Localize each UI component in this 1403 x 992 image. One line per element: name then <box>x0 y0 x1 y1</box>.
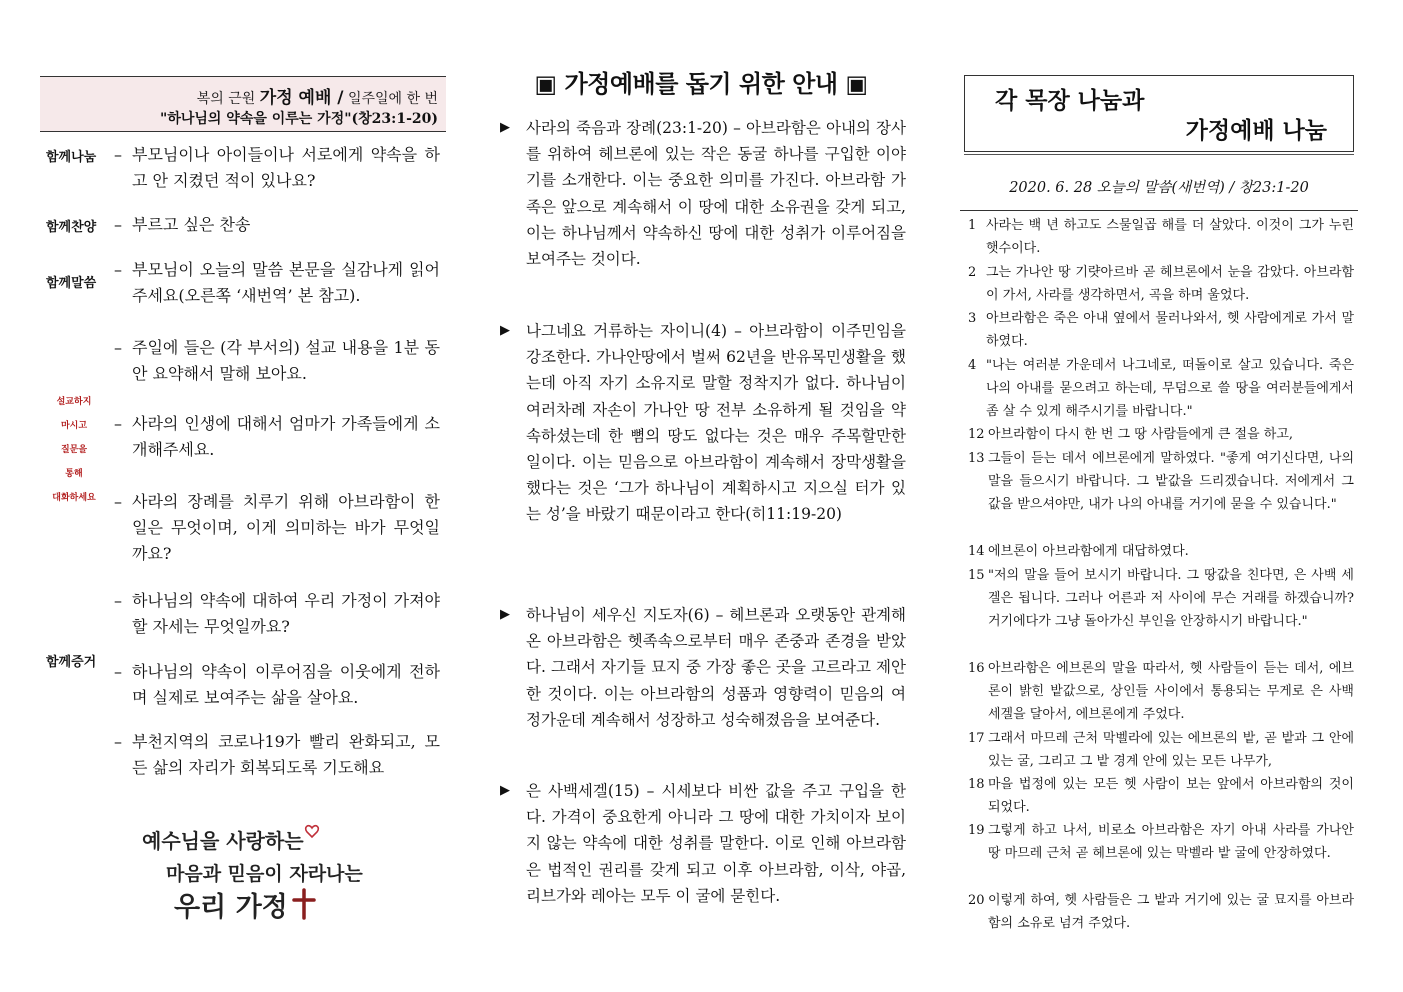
verse-text: "저의 말을 들어 보시기 바랍니다. 그 땅값을 친다면, 은 사백 세겔은 됩니다. 그러나 어른과 저 사이에 무슨 거래를 하겠습니까? 거기에다가 그냥 돌아가신 부인을 안장하시기 바랍니다." <box>988 568 1354 630</box>
side-note-line: 통해 <box>65 469 83 479</box>
heart-icon <box>306 826 319 837</box>
verse <box>968 540 1354 563</box>
verse <box>968 889 1354 935</box>
divider <box>964 154 1354 155</box>
guide-paragraph-text: 나그네요 거류하는 자이니(4) – 아브라함이 이주민임을 강조한다. 가나안땅에서 벌써 62년을 반유목민생활을 했는데 아직 자기 소유지로 말할 정착지가 없다. 하나님이 여러차례 자손이 가나안 땅 전부 소유하게 될 것임을 약속하셨는데 한 뼘의 땅도 없다는 것은 매우 주목할만한 일이다. 이는 믿음으로 아브라함이 계속해서 장막생활을 했다는 것은 ‘그가 하나님이 계획하시고 지으실 터가 있는 성’을 바랐기 때문이라고 한다(히11:19-20) <box>526 322 906 524</box>
logo-line: 우리 가정 <box>174 892 288 923</box>
left-item: – 주일에 들은 (각 부서의) 설교 내용을 1분 동안 요약해서 말해 보아요. <box>114 335 440 387</box>
left-item-text: 부천지역의 코로나19가 빨리 완화되고, 모든 삶의 자리가 회복되도록 기도해요 <box>132 732 440 777</box>
header-prefix: 복의 근원 <box>196 91 256 107</box>
bullet-arrow-icon: ▶ <box>500 607 510 622</box>
verse-number: 1 <box>968 218 977 233</box>
verse <box>968 657 1354 727</box>
verse-number: 15 <box>968 568 985 583</box>
bullet-arrow-icon: ▶ <box>500 323 510 338</box>
left-item: – 하나님의 약속에 대하여 우리 가정이 가져야 할 자세는 무엇일까요? <box>114 588 440 640</box>
sharing-title-line1: 각 목장 나눔과 <box>995 88 1145 114</box>
verse <box>968 447 1354 517</box>
verse-text: 아브라함이 다시 한 번 그 땅 사람들에게 큰 절을 하고, <box>988 427 1294 442</box>
verse-text: 에브론이 아브라함에게 대답하였다. <box>988 544 1189 559</box>
verse-text: 사라는 백 년 하고도 스물일곱 해를 더 살았다. 이것이 그가 누린 햇수이다. <box>986 218 1354 257</box>
left-item-text: 하나님의 약속에 대하여 우리 가정이 가져야 할 자세는 무엇일까요? <box>132 591 440 636</box>
verse-text: "나는 여러분 가운데서 나그네로, 떠돌이로 살고 있습니다. 죽은 나의 아내를 묻으려고 하는데, 무덤으로 쓸 땅을 여러분들에게서 좀 살 수 있게 해주시기를 바랍니다." <box>986 358 1354 420</box>
verse-number: 20 <box>968 893 985 908</box>
left-item-text: 부모님이 오늘의 말씀 본문을 실감나게 읽어주세요(오른쪽 ‘새번역’ 본 참고). <box>132 260 440 305</box>
verse <box>968 564 1354 634</box>
side-note-line: 설교하지 <box>56 397 92 407</box>
verse-text: 그들이 듣는 데서 에브론에게 말하였다. "좋게 여기신다면, 나의 말을 들으시기 바랍니다. 그 밭값을 드리겠습니다. 저에게서 그 값을 받으셔야만, 내가 나의 아내를 거기에 묻을 수 있습니다." <box>988 451 1354 513</box>
left-item-text: 부르고 싶은 찬송 <box>132 215 251 234</box>
side-note <box>50 390 98 510</box>
verse-number: 17 <box>968 731 985 746</box>
label-praise: 함께찬양 <box>46 220 97 235</box>
verse-text: 마을 법정에 있는 모든 헷 사람이 보는 앞에서 아브라함의 것이 되었다. <box>988 777 1354 816</box>
left-item: – 하나님의 약속이 이루어짐을 이웃에게 전하며 실제로 보여주는 삶을 살아요. <box>114 659 440 711</box>
verse-text: 그렇게 하고 나서, 비로소 아브라함은 자기 아내 사라를 가나안 땅 마므레 근처 곧 헤브론에 있는 막벨라 밭 굴에 안장하였다. <box>988 823 1354 862</box>
sharing-title-line2: 가정예배 나눔 <box>1185 118 1327 144</box>
header-bold-title: 가정 예배 / <box>259 88 344 108</box>
side-note-line: 마시고 <box>60 421 88 431</box>
verse-text: 아브라함은 죽은 아내 옆에서 물러나와서, 헷 사람에게로 가서 말하였다. <box>986 311 1354 350</box>
guide-paragraph <box>500 778 906 909</box>
label-fellowship: 함께나눔 <box>46 150 97 165</box>
left-item: – 부천지역의 코로나19가 빨리 완화되고, 모든 삶의 자리가 회복되도록 기도해요 <box>114 729 440 781</box>
guide-paragraph <box>500 318 906 528</box>
verse-number: 2 <box>968 265 977 280</box>
bullet-arrow-icon: ▶ <box>500 783 510 798</box>
verse <box>968 423 1354 446</box>
verse <box>968 354 1354 424</box>
family-worship-calligraphy-logo <box>140 818 366 928</box>
left-item-text: 사라의 장례를 치루기 위해 아브라함이 한 일은 무엇이며, 이게 의미하는 바가 무엇일까요? <box>132 492 440 563</box>
verse-number: 19 <box>968 823 985 838</box>
verse-text: 아브라함은 에브론의 말을 따라서, 헷 사람들이 듣는 데서, 에브론이 밝힌 밭값으로, 상인들 사이에서 통용되는 무게로 은 사백 세겔을 달아서, 에브론에게 주었다. <box>988 661 1354 723</box>
left-header-banner <box>40 76 446 132</box>
left-item: – 사라의 장례를 치루기 위해 아브라함이 한 일은 무엇이며, 이게 의미하는 바가 무엇일까요? <box>114 489 440 567</box>
cross-icon <box>294 890 314 918</box>
verse <box>968 727 1354 773</box>
left-item: – 부모님이나 아이들이나 서로에게 약속을 하고 안 지켰던 적이 있나요? <box>114 142 440 194</box>
bullet-arrow-icon: ▶ <box>500 120 510 135</box>
logo-line: 예수님을 사랑하는 <box>142 829 304 853</box>
verse <box>968 261 1354 307</box>
scripture-date-line: 2020. 6. 28 오늘의 말씀(새번역) / 창23:1-20 <box>1009 180 1309 196</box>
verse-number: 3 <box>968 311 977 326</box>
verse-number: 16 <box>968 661 985 676</box>
verse <box>968 214 1354 260</box>
verse <box>968 819 1354 865</box>
verse-number: 4 <box>968 358 977 373</box>
logo-line: 마음과 믿음이 자라나는 <box>166 863 363 885</box>
left-header-theme: "하나님의 약속을 이루는 가정"(창23:1-20) <box>160 111 438 127</box>
left-item-text: 하나님의 약속이 이루어짐을 이웃에게 전하며 실제로 보여주는 삶을 살아요. <box>132 662 440 707</box>
left-item: – 부르고 싶은 찬송 <box>114 212 440 238</box>
verse-text: 그래서 마므레 근처 막벨라에 있는 에브론의 밭, 곧 밭과 그 안에 있는 굴, 그리고 그 밭 경계 안에 있는 모든 나무가, <box>988 731 1354 770</box>
left-header-line1 <box>197 83 438 108</box>
divider <box>960 210 1358 211</box>
verse-number: 12 <box>968 427 985 442</box>
guide-paragraph-text: 은 사백세겔(15) – 시세보다 비싼 값을 주고 구입을 한다. 가격이 중요한게 아니라 그 땅에 대한 가치이자 보이지 않는 약속에 대한 성취를 말한다. 이로 인해 아브라함은 법적인 권리를 갖게 되고 이후 아브라함, 이삭, 야곱, 리브가와 레아는 모두 이 굴에 묻힌다. <box>526 782 906 905</box>
guide-paragraph <box>500 115 906 272</box>
left-item: – 부모님이 오늘의 말씀 본문을 실감나게 읽어주세요(오른쪽 ‘새번역’ 본 참고). <box>114 257 440 309</box>
side-note-line: 질문을 <box>60 445 88 455</box>
left-item-text: 주일에 들은 (각 부서의) 설교 내용을 1분 동안 요약해서 말해 보아요. <box>132 338 440 383</box>
verse-text: 그는 가나안 땅 기럇아르바 곧 헤브론에서 눈을 감았다. 아브라함이 가서, 사라를 생각하면서, 곡을 하며 울었다. <box>986 265 1354 304</box>
guide-paragraph-text: 하나님이 세우신 지도자(6) – 헤브론과 오랫동안 관계해온 아브라함은 헷족속으로부터 매우 존중과 존경을 받았다. 그래서 자기들 묘지 중 가장 좋은 곳을 고르라고 제안한 것이다. 이는 아브라함의 성품과 영향력이 믿음의 여정가운데 계속해서 성장하고 성숙해졌음을 보여준다. <box>526 606 906 729</box>
label-witness: 함께증거 <box>46 655 97 670</box>
verse-number: 13 <box>968 451 985 466</box>
left-item-text: 사라의 인생에 대해서 엄마가 가족들에게 소개해주세요. <box>132 414 440 459</box>
left-item: – 사라의 인생에 대해서 엄마가 가족들에게 소개해주세요. <box>114 411 440 463</box>
header-suffix: 일주일에 한 번 <box>347 91 438 107</box>
verse <box>968 307 1354 353</box>
verse-text: 이렇게 하여, 헷 사람들은 그 밭과 거기에 있는 굴 묘지를 아브라함의 소유로 넘겨 주었다. <box>988 893 1354 932</box>
verse-number: 18 <box>968 777 985 792</box>
verse-number: 14 <box>968 544 985 559</box>
guide-paragraph-text: 사라의 죽음과 장례(23:1-20) – 아브라함은 아내의 장사를 위하여 헤브론에 있는 작은 동굴 하나를 구입한 이야기를 소개한다. 이는 중요한 의미를 가진다. 아브라함 가족은 앞으로 계속해서 이 땅에 대한 소유권을 갖게 되고, 이는 하나님께서 약속하신 땅에 대한 성취가 이루어짐을 보여주는 것이다. <box>526 119 906 269</box>
verse <box>968 773 1354 819</box>
guide-paragraph <box>500 602 906 733</box>
guide-title: ▣ 가정예배를 돕기 위한 안내 ▣ <box>534 70 868 98</box>
label-word: 함께말씀 <box>46 276 97 291</box>
sharing-title-box <box>964 75 1354 152</box>
left-item-text: 부모님이나 아이들이나 서로에게 약속을 하고 안 지켰던 적이 있나요? <box>132 145 440 190</box>
side-note-line: 대화하세요 <box>52 493 96 503</box>
